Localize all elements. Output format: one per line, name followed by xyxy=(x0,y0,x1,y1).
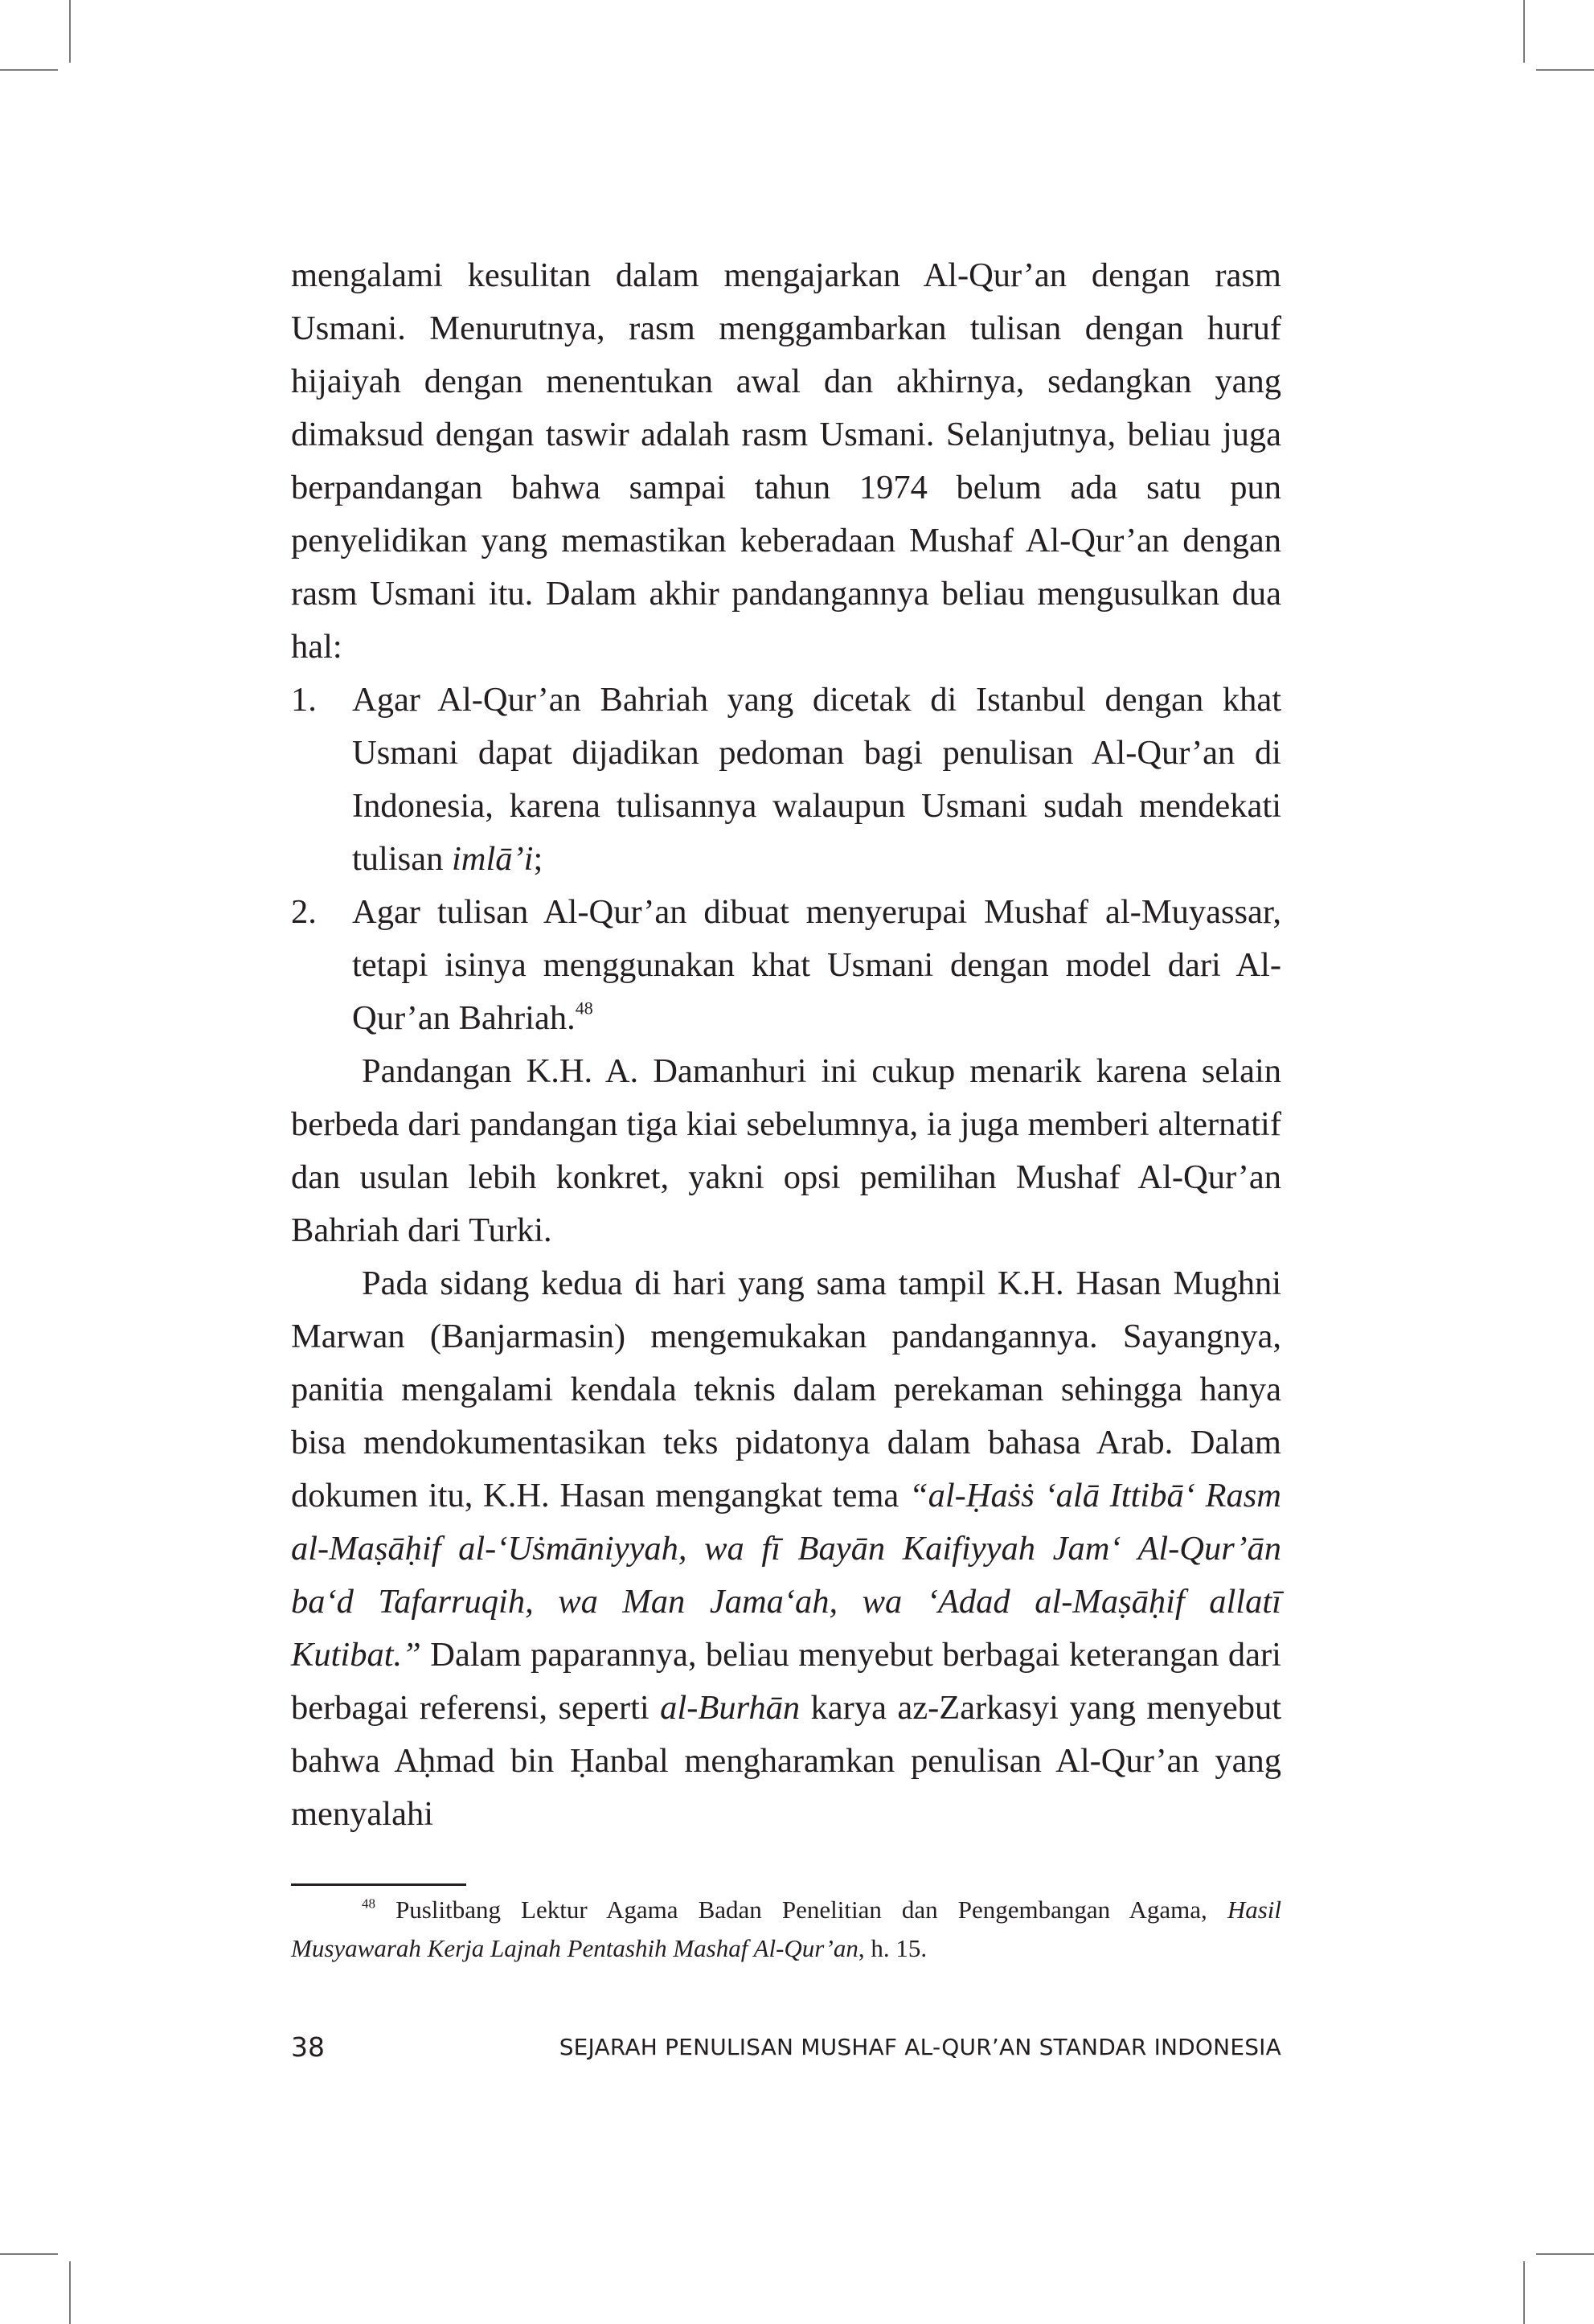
crop-mark-top-right-h xyxy=(1536,69,1594,71)
list-item xyxy=(291,886,1281,1045)
paragraph-3-italic-book: al-Burhān xyxy=(660,1689,801,1727)
paragraph-3-part-1: Pada sidang kedua di hari yang sama tampil K.H. Hasan Mughni Marwan (Banjarmasin) mengemukakan pandangannya. Sayangnya, panitia mengalami kendala teknis dalam perekaman sehingga hanya bisa mendokumentasikan teks pidatonya dalam bahasa Arab. Dalam dokumen itu, K.H. Hasan mengangkat tema xyxy=(291,1264,1281,1514)
paragraph-2: Pandangan K.H. A. Damanhuri ini cukup menarik karena selain berbeda dari pandangan tiga kiai sebelumnya, ia juga memberi alternatif dan usulan lebih konkret, yakni opsi pemilihan Mushaf Al-Qur’an Bahriah dari Turki. xyxy=(291,1052,1281,1249)
list-item-italic: imlā’i xyxy=(451,840,534,878)
list-item-text: Agar Al-Qur’an Bahriah yang dicetak di Istanbul dengan khat Usmani dapat dijadikan pedoman bagi penulisan Al-Qur’an di Indonesia, karena tulisannya walaupun Usmani sudah mendekati tulisan xyxy=(352,681,1281,878)
main-text xyxy=(291,249,1281,1841)
footnote-separator xyxy=(291,1883,466,1886)
list-item-text: Agar tulisan Al-Qur’an dibuat menyerupai Mushaf al-Muyassar, tetapi isinya menggunakan khat Usmani dengan model dari Al-Qur’an Bahriah. xyxy=(352,893,1281,1037)
crop-mark-top-left-v xyxy=(69,0,71,63)
footnote-reference[interactable]: 48 xyxy=(575,998,593,1019)
crop-mark-bottom-right-h xyxy=(1536,2253,1594,2255)
crop-mark-bottom-left-v xyxy=(69,2261,71,2324)
running-footer-title: SEJARAH PENULISAN MUSHAF AL-QUR’AN STANDAR INDONESIA xyxy=(559,2034,1281,2060)
numbered-list xyxy=(291,674,1281,1045)
footnote-end: , h. 15. xyxy=(858,1934,928,1962)
list-number: 1. xyxy=(291,681,317,719)
paragraph-3 xyxy=(291,1257,1281,1841)
list-item-end: ; xyxy=(533,840,543,878)
list-number: 2. xyxy=(291,893,317,931)
page-number: 38 xyxy=(291,2031,325,2063)
footnote-italic-title: Hasil Musyawarah Kerja Lajnah Pentashih Mashaf Al-Qur’an xyxy=(291,1896,1281,1962)
paragraph-3-part-3: karya az-Zarkasyi yang menyebut bahwa Aḥmad bin Ḥanbal mengharamkan penulisan Al-Qur’an yang menyalahi xyxy=(291,1689,1282,1833)
crop-mark-top-right-v xyxy=(1523,0,1525,63)
paragraph-1: mengalami kesulitan dalam mengajarkan Al-Qur’an dengan rasm Usmani. Menurutnya, rasm menggambarkan tulisan dengan huruf hijaiyah dengan menentukan awal dan akhirnya, sedangkan yang dimaksud dengan taswir adalah rasm Usmani. Selanjutnya, beliau juga berpandangan bahwa sampai tahun 1974 belum ada satu pun penyelidikan yang memastikan keberadaan Mushaf Al-Qur’an dengan rasm Usmani itu. Dalam akhir pandangannya beliau mengusulkan dua hal: xyxy=(291,256,1281,666)
crop-mark-bottom-right-v xyxy=(1523,2261,1525,2324)
list-item xyxy=(291,674,1281,886)
crop-mark-top-left-h xyxy=(0,69,58,71)
crop-mark-bottom-left-h xyxy=(0,2253,58,2255)
footnote-text: Puslitbang Lektur Agama Badan Penelitian dan Pengembangan Agama, xyxy=(375,1896,1227,1924)
footnote xyxy=(291,1891,1281,1968)
footnote-number: 48 xyxy=(362,1896,375,1912)
paragraph-3-italic-title: “al-Ḥaṡṡ ‘alā Ittibā‘ Rasm al-Maṣāḥif al-‘Uṡmāniyyah, wa fī Bayān Kaifiyyah Jam‘ Al-Qur’ān ba‘d Tafarruqih, wa Man Jama‘ah, wa ‘Adad al-Maṣāḥif allatī Kutibat.” xyxy=(291,1477,1281,1674)
paragraph-3-part-2: Dalam paparannya, beliau menyebut berbagai keterangan dari berbagai referensi, seperti xyxy=(291,1636,1281,1727)
